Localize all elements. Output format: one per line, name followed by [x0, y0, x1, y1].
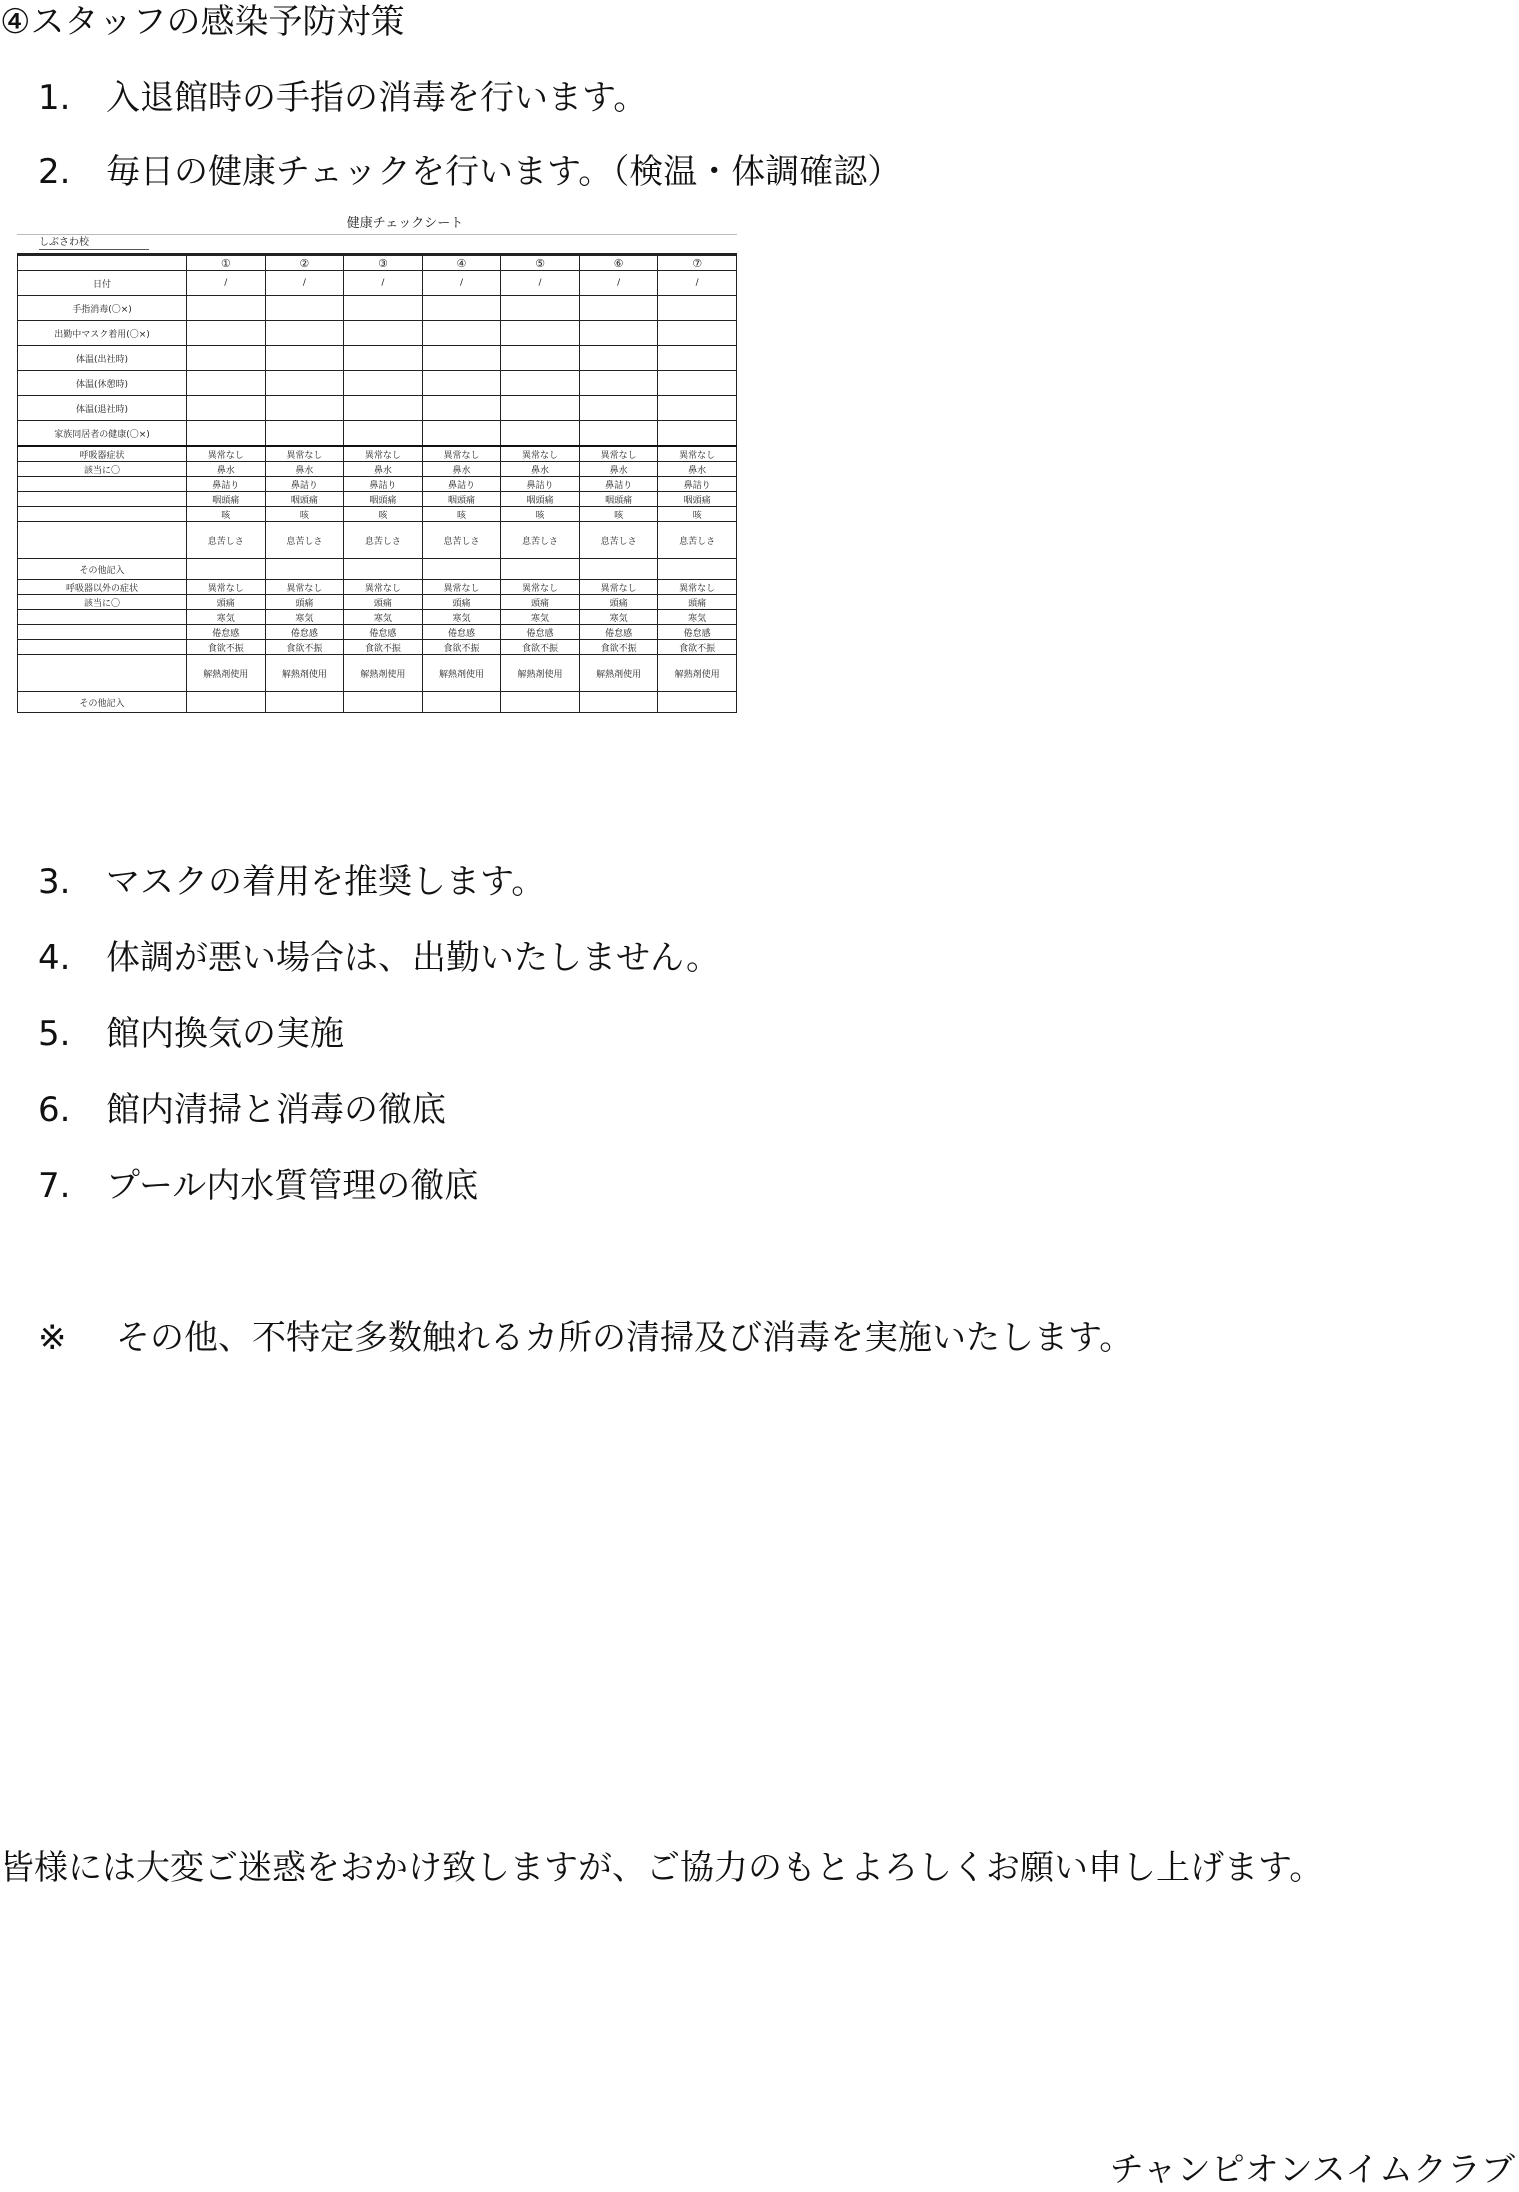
check-cell	[187, 371, 266, 396]
other-cell	[265, 692, 344, 713]
check-label: 手指消毒(〇×)	[18, 296, 187, 321]
measure-number: 5.	[38, 1014, 71, 1054]
symptom-cell: 異常なし	[501, 580, 580, 595]
date-cell: /	[501, 271, 580, 296]
symptom-cell: 解熱剤使用	[187, 655, 266, 692]
symptom-cell: 倦怠感	[579, 625, 658, 640]
symptom-cell: 解熱剤使用	[579, 655, 658, 692]
sheet-row	[18, 610, 737, 625]
measure-item-1	[38, 78, 647, 118]
check-cell	[422, 421, 501, 447]
sheet-row	[18, 559, 737, 580]
sheet-row	[18, 371, 737, 396]
symptom-label	[18, 477, 187, 492]
symptom-cell: 解熱剤使用	[422, 655, 501, 692]
measure-number: 2.	[38, 152, 71, 192]
symptom-cell: 倦怠感	[187, 625, 266, 640]
date-cell: /	[187, 271, 266, 296]
symptom-cell: 異常なし	[265, 580, 344, 595]
measure-number: 3.	[38, 862, 71, 902]
check-cell	[658, 421, 737, 447]
symptom-label	[18, 625, 187, 640]
check-cell	[658, 396, 737, 421]
symptom-cell: 鼻水	[422, 462, 501, 477]
check-cell	[501, 421, 580, 447]
symptom-cell: 咳	[658, 507, 737, 522]
symptom-cell: 異常なし	[579, 580, 658, 595]
symptom-cell: 咽頭痛	[501, 492, 580, 507]
measure-number: 1.	[38, 78, 71, 118]
check-cell	[265, 421, 344, 447]
symptom-label: 該当に〇	[18, 462, 187, 477]
check-cell	[187, 321, 266, 346]
date-cell: /	[422, 271, 501, 296]
symptom-cell: 寒気	[265, 610, 344, 625]
measure-item-3	[38, 862, 545, 902]
symptom-cell: 頭痛	[501, 595, 580, 610]
measure-text: プール内水質管理の徹底	[106, 1166, 479, 1206]
date-label: 日付	[18, 271, 187, 296]
symptom-cell: 倦怠感	[265, 625, 344, 640]
symptom-cell: 異常なし	[658, 446, 737, 462]
sheet-row	[18, 692, 737, 713]
date-cell: /	[658, 271, 737, 296]
check-cell	[187, 396, 266, 421]
sheet-row	[18, 477, 737, 492]
check-label: 体温(退社時)	[18, 396, 187, 421]
symptom-cell: 息苦しさ	[265, 522, 344, 559]
sheet-row	[18, 522, 737, 559]
symptom-cell: 異常なし	[579, 446, 658, 462]
check-cell	[501, 321, 580, 346]
symptom-cell: 息苦しさ	[187, 522, 266, 559]
other-label: その他記入	[18, 692, 187, 713]
symptom-cell: 寒気	[658, 610, 737, 625]
check-cell	[658, 346, 737, 371]
check-cell	[187, 296, 266, 321]
measure-text: 館内清掃と消毒の徹底	[106, 1090, 446, 1130]
symptom-cell: 食欲不振	[579, 640, 658, 655]
sheet-row	[18, 446, 737, 462]
measure-item-2	[38, 152, 901, 192]
symptom-cell: 頭痛	[344, 595, 423, 610]
check-cell	[265, 371, 344, 396]
measure-text: 館内換気の実施	[106, 1014, 344, 1054]
symptom-cell: 異常なし	[344, 580, 423, 595]
sheet-school	[17, 235, 737, 255]
other-cell	[501, 692, 580, 713]
measure-number: 7.	[38, 1166, 71, 1206]
symptom-cell: 息苦しさ	[422, 522, 501, 559]
symptom-label: 呼吸器以外の症状	[18, 580, 187, 595]
symptom-cell: 異常なし	[187, 580, 266, 595]
note-mark: ※	[38, 1318, 67, 1358]
symptom-cell: 倦怠感	[344, 625, 423, 640]
symptom-cell: 倦怠感	[422, 625, 501, 640]
check-cell	[187, 346, 266, 371]
check-cell	[501, 371, 580, 396]
sheet-row	[18, 655, 737, 692]
symptom-cell: 咽頭痛	[187, 492, 266, 507]
sheet-row	[18, 640, 737, 655]
symptom-cell: 鼻水	[265, 462, 344, 477]
sheet-row	[18, 580, 737, 595]
symptom-cell: 食欲不振	[658, 640, 737, 655]
check-cell	[344, 321, 423, 346]
day-header: ①	[187, 256, 266, 271]
symptom-cell: 頭痛	[422, 595, 501, 610]
measure-number: 4.	[38, 938, 71, 978]
symptom-cell: 咽頭痛	[658, 492, 737, 507]
check-cell	[265, 346, 344, 371]
check-cell	[579, 346, 658, 371]
day-header: ⑤	[501, 256, 580, 271]
sheet-row	[18, 492, 737, 507]
other-cell	[187, 559, 266, 580]
symptom-cell: 鼻水	[658, 462, 737, 477]
sheet-row	[18, 507, 737, 522]
check-cell	[344, 346, 423, 371]
symptom-cell: 頭痛	[579, 595, 658, 610]
symptom-cell: 鼻詰り	[422, 477, 501, 492]
symptom-cell: 息苦しさ	[501, 522, 580, 559]
symptom-cell: 鼻詰り	[265, 477, 344, 492]
check-cell	[501, 296, 580, 321]
symptom-cell: 食欲不振	[265, 640, 344, 655]
check-cell	[501, 396, 580, 421]
check-cell	[658, 371, 737, 396]
symptom-cell: 鼻水	[344, 462, 423, 477]
symptom-cell: 鼻水	[501, 462, 580, 477]
symptom-cell: 解熱剤使用	[501, 655, 580, 692]
check-cell	[344, 296, 423, 321]
symptom-label: 呼吸器症状	[18, 446, 187, 462]
check-cell	[579, 396, 658, 421]
symptom-label	[18, 655, 187, 692]
measure-item-6	[38, 1090, 446, 1130]
measure-text: 毎日の健康チェックを行います。（検温・体調確認）	[106, 152, 902, 192]
other-cell	[344, 559, 423, 580]
measure-number: 6.	[38, 1090, 71, 1130]
symptom-cell: 咳	[265, 507, 344, 522]
other-cell	[658, 692, 737, 713]
check-label: 家族同居者の健康(〇×)	[18, 421, 187, 447]
symptom-cell: 鼻詰り	[658, 477, 737, 492]
measure-text: 入退館時の手指の消毒を行います。	[106, 78, 648, 118]
check-cell	[579, 296, 658, 321]
additional-note	[38, 1318, 1133, 1358]
symptom-cell: 異常なし	[422, 580, 501, 595]
date-cell: /	[579, 271, 658, 296]
day-header: ④	[422, 256, 501, 271]
school-name: しぶさわ校	[39, 236, 89, 248]
check-cell	[344, 421, 423, 447]
check-label: 体温(出社時)	[18, 346, 187, 371]
symptom-label	[18, 507, 187, 522]
symptom-cell: 鼻詰り	[501, 477, 580, 492]
other-cell	[422, 692, 501, 713]
note-text: その他、不特定多数触れるカ所の清掃及び消毒を実施いたします。	[116, 1318, 1134, 1358]
check-cell	[422, 296, 501, 321]
other-cell	[265, 559, 344, 580]
symptom-cell: 鼻水	[187, 462, 266, 477]
symptom-cell: 寒気	[422, 610, 501, 625]
check-cell	[187, 421, 266, 447]
symptom-cell: 頭痛	[658, 595, 737, 610]
sheet-row	[18, 296, 737, 321]
measure-text: マスクの着用を推奨します。	[106, 862, 546, 902]
symptom-cell: 食欲不振	[344, 640, 423, 655]
other-cell	[187, 692, 266, 713]
sheet-title: 健康チェックシート	[17, 214, 737, 235]
other-cell	[344, 692, 423, 713]
symptom-cell: 鼻詰り	[187, 477, 266, 492]
check-cell	[579, 421, 658, 447]
symptom-cell: 食欲不振	[422, 640, 501, 655]
sheet-row	[18, 625, 737, 640]
measure-text: 体調が悪い場合は、出勤いたしません。	[106, 938, 721, 978]
section-heading: ④スタッフの感染予防対策	[0, 2, 405, 42]
sheet-row	[18, 321, 737, 346]
measure-item-5	[38, 1014, 344, 1054]
symptom-cell: 寒気	[501, 610, 580, 625]
check-cell	[344, 371, 423, 396]
measure-item-7	[38, 1166, 478, 1206]
header-blank	[18, 256, 187, 271]
symptom-cell: 解熱剤使用	[344, 655, 423, 692]
symptom-cell: 倦怠感	[501, 625, 580, 640]
symptom-label: 該当に〇	[18, 595, 187, 610]
check-cell	[344, 396, 423, 421]
sheet-row	[18, 346, 737, 371]
sheet-row	[18, 256, 737, 271]
symptom-cell: 咳	[344, 507, 423, 522]
closing-message: 皆様には大変ご迷惑をおかけ致しますが、ご協力のもとよろしくお願い申し上げます。	[0, 1848, 1324, 1888]
symptom-cell: 息苦しさ	[579, 522, 658, 559]
other-label: その他記入	[18, 559, 187, 580]
symptom-cell: 寒気	[344, 610, 423, 625]
symptom-cell: 頭痛	[265, 595, 344, 610]
symptom-cell: 咽頭痛	[265, 492, 344, 507]
check-cell	[422, 396, 501, 421]
symptom-cell: 咳	[187, 507, 266, 522]
symptom-cell: 異常なし	[265, 446, 344, 462]
symptom-cell: 息苦しさ	[658, 522, 737, 559]
symptom-label	[18, 640, 187, 655]
health-check-sheet	[17, 214, 737, 750]
symptom-cell: 寒気	[187, 610, 266, 625]
day-header: ③	[344, 256, 423, 271]
day-header: ⑦	[658, 256, 737, 271]
day-header: ②	[265, 256, 344, 271]
check-cell	[422, 371, 501, 396]
other-cell	[579, 692, 658, 713]
symptom-cell: 咽頭痛	[344, 492, 423, 507]
symptom-label	[18, 610, 187, 625]
symptom-cell: 咳	[422, 507, 501, 522]
sheet-row	[18, 421, 737, 447]
symptom-cell: 咽頭痛	[579, 492, 658, 507]
symptom-cell: 食欲不振	[187, 640, 266, 655]
measure-item-4	[38, 938, 720, 978]
sheet-row	[18, 462, 737, 477]
date-cell: /	[344, 271, 423, 296]
other-cell	[579, 559, 658, 580]
symptom-cell: 倦怠感	[658, 625, 737, 640]
check-cell	[265, 296, 344, 321]
symptom-cell: 食欲不振	[501, 640, 580, 655]
club-signature: チャンピオンスイムクラブ	[1109, 2150, 1515, 2190]
check-label: 体温(休憩時)	[18, 371, 187, 396]
check-cell	[579, 321, 658, 346]
health-check-table	[17, 255, 737, 713]
sheet-row	[18, 595, 737, 610]
symptom-label	[18, 492, 187, 507]
check-cell	[422, 321, 501, 346]
other-cell	[422, 559, 501, 580]
symptom-label	[18, 522, 187, 559]
date-cell: /	[265, 271, 344, 296]
check-cell	[579, 371, 658, 396]
check-cell	[658, 296, 737, 321]
check-cell	[501, 346, 580, 371]
symptom-cell: 異常なし	[422, 446, 501, 462]
symptom-cell: 鼻詰り	[344, 477, 423, 492]
symptom-cell: 異常なし	[187, 446, 266, 462]
symptom-cell: 異常なし	[501, 446, 580, 462]
symptom-cell: 鼻詰り	[579, 477, 658, 492]
symptom-cell: 頭痛	[187, 595, 266, 610]
symptom-cell: 寒気	[579, 610, 658, 625]
symptom-cell: 咳	[579, 507, 658, 522]
check-label: 出勤中マスク着用(〇×)	[18, 321, 187, 346]
check-cell	[265, 321, 344, 346]
other-cell	[501, 559, 580, 580]
symptom-cell: 解熱剤使用	[658, 655, 737, 692]
sheet-row	[18, 396, 737, 421]
check-cell	[422, 346, 501, 371]
check-cell	[658, 321, 737, 346]
symptom-cell: 息苦しさ	[344, 522, 423, 559]
other-cell	[658, 559, 737, 580]
symptom-cell: 異常なし	[658, 580, 737, 595]
symptom-cell: 咳	[501, 507, 580, 522]
symptom-cell: 鼻水	[579, 462, 658, 477]
day-header: ⑥	[579, 256, 658, 271]
sheet-row	[18, 271, 737, 296]
symptom-cell: 異常なし	[344, 446, 423, 462]
check-cell	[265, 396, 344, 421]
symptom-cell: 解熱剤使用	[265, 655, 344, 692]
symptom-cell: 咽頭痛	[422, 492, 501, 507]
